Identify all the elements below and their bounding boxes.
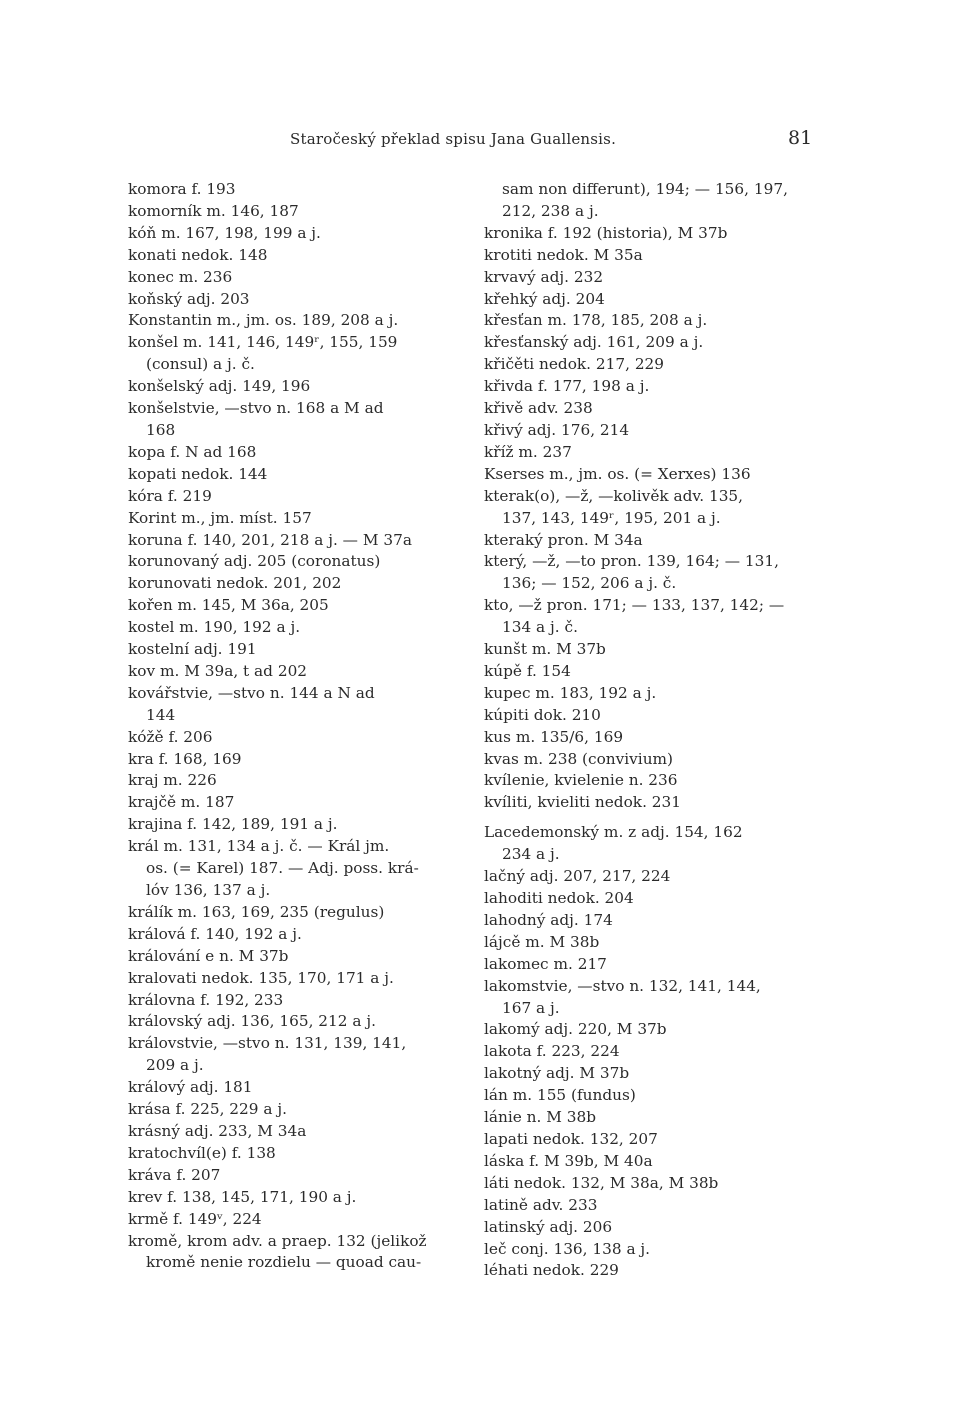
- index-entry: láska f. M 39b, M 40a: [484, 1151, 653, 1170]
- index-entry: kunšt m. M 37b: [484, 640, 606, 659]
- running-header-title: Staročeský překlad spisu Jana Guallensis.: [290, 130, 617, 148]
- index-entry: kromě, krom adv. a praep. 132 (jelikož: [128, 1231, 427, 1250]
- index-entry: králování e n. M 37b: [128, 946, 289, 965]
- index-entry: lóv 136, 137 a j.: [146, 881, 271, 899]
- index-entry: lánie n. M 38b: [484, 1108, 597, 1127]
- index-entry: králová f. 140, 192 a j.: [128, 924, 302, 943]
- index-entry: kostel m. 190, 192 a j.: [128, 618, 301, 637]
- index-entry: krev f. 138, 145, 171, 190 a j.: [128, 1187, 357, 1206]
- index-entry: konati nedok. 148: [128, 245, 268, 264]
- index-entry: lačný adj. 207, 217, 224: [484, 867, 671, 886]
- index-entry: konec m. 236: [128, 267, 233, 286]
- index-entry: lakomec m. 217: [484, 954, 607, 973]
- index-entry: Lacedemonský m. z adj. 154, 162: [484, 823, 743, 842]
- index-entry: kvas m. 238 (convivium): [484, 749, 674, 768]
- index-entry: křesťan m. 178, 185, 208 a j.: [484, 311, 708, 330]
- index-entry: kóň m. 167, 198, 199 a j.: [128, 223, 321, 242]
- index-entry: komorník m. 146, 187: [128, 201, 299, 220]
- index-entry: kopa f. N ad 168: [128, 442, 257, 461]
- index-entry: krotiti nedok. M 35a: [484, 245, 643, 264]
- index-entry: 234 a j.: [502, 845, 560, 864]
- index-entry: 144: [146, 705, 176, 724]
- index-entry: krvavý adj. 232: [484, 267, 604, 286]
- index-entry: kráva f. 207: [128, 1165, 221, 1184]
- index-entry: králík m. 163, 169, 235 (regulus): [128, 902, 385, 921]
- index-entry: lakotný adj. M 37b: [484, 1064, 630, 1083]
- index-entry: křivě adv. 238: [484, 399, 593, 418]
- index-entry: kvíliti, kvieliti nedok. 231: [484, 793, 681, 812]
- index-entry: latinský adj. 206: [484, 1217, 613, 1236]
- index-entry: Korint m., jm. míst. 157: [128, 508, 312, 527]
- index-entry: konšel m. 141, 146, 149ʳ, 155, 159: [128, 333, 398, 352]
- index-entry: kostelní adj. 191: [128, 640, 257, 659]
- index-entry: korunovaný adj. 205 (coronatus): [128, 552, 381, 571]
- index-entry: leč conj. 136, 138 a j.: [484, 1239, 651, 1258]
- index-entry: komora f. 193: [128, 180, 236, 198]
- index-entry: 209 a j.: [146, 1056, 204, 1075]
- index-entry: krmě f. 149ᵛ, 224: [128, 1209, 262, 1228]
- index-entry: křičěti nedok. 217, 229: [484, 355, 665, 374]
- index-entry: lájcě m. M 38b: [484, 932, 600, 951]
- index-entry: kóžě f. 206: [128, 727, 213, 746]
- index-entry: 137, 143, 149ʳ, 195, 201 a j.: [502, 508, 721, 527]
- index-entry: kříž m. 237: [484, 442, 572, 461]
- index-entry: kovářstvie, —stvo n. 144 a N ad: [128, 683, 375, 702]
- index-entry: láti nedok. 132, M 38a, M 38b: [484, 1173, 719, 1192]
- index-entry: kto, —ž pron. 171; — 133, 137, 142; —: [484, 596, 785, 615]
- index-entry: který, —ž, —to pron. 139, 164; — 131,: [484, 552, 779, 571]
- index-entry: kopati nedok. 144: [128, 464, 268, 483]
- index-entry: konšelstvie, —stvo n. 168 a M ad: [128, 399, 384, 418]
- index-entry: kterak(o), —ž, —kolivěk adv. 135,: [484, 486, 744, 505]
- index-entry: lakota f. 223, 224: [484, 1042, 620, 1061]
- page-number: 81: [788, 127, 813, 149]
- index-entry: latině adv. 233: [484, 1195, 598, 1214]
- index-entry: král m. 131, 134 a j. č. — Král jm.: [128, 837, 390, 856]
- index-entry: králový adj. 181: [128, 1078, 253, 1097]
- index-entry: kratochvíl(e) f. 138: [128, 1143, 276, 1162]
- index-entry: královský adj. 136, 165, 212 a j.: [128, 1012, 376, 1031]
- index-entry: lakomstvie, —stvo n. 132, 141, 144,: [484, 976, 761, 995]
- index-entry: křesťanský adj. 161, 209 a j.: [484, 333, 704, 352]
- index-entry: kus m. 135/6, 169: [484, 727, 624, 746]
- index-entry: lapati nedok. 132, 207: [484, 1129, 658, 1148]
- index-entry: sam non differunt), 194; — 156, 197,: [502, 180, 788, 198]
- index-entry: Konstantin m., jm. os. 189, 208 a j.: [128, 311, 399, 330]
- index-entry: lahodný adj. 174: [484, 910, 613, 929]
- index-entry: kraj m. 226: [128, 771, 217, 790]
- index-entry: kořen m. 145, M 36a, 205: [128, 596, 329, 615]
- index-entry: krásný adj. 233, M 34a: [128, 1121, 307, 1140]
- index-entry: kupec m. 183, 192 a j.: [484, 683, 657, 702]
- index-entry: krajina f. 142, 189, 191 a j.: [128, 815, 338, 834]
- index-entry: kvílenie, kvielenie n. 236: [484, 771, 678, 790]
- index-entry: kteraký pron. M 34a: [484, 530, 643, 549]
- index-entry: 212, 238 a j.: [502, 201, 599, 220]
- index-entry: Kserses m., jm. os. (= Xerxes) 136: [484, 464, 751, 483]
- index-entry: 134 a j. č.: [502, 618, 578, 637]
- index-entry: křivý adj. 176, 214: [484, 420, 630, 439]
- index-entry: krása f. 225, 229 a j.: [128, 1100, 287, 1119]
- index-entry: 136; — 152, 206 a j. č.: [502, 574, 677, 593]
- index-entry: koňský adj. 203: [128, 289, 250, 308]
- index-entry: léhati nedok. 229: [484, 1261, 619, 1280]
- index-entry: kralovati nedok. 135, 170, 171 a j.: [128, 968, 394, 987]
- index-entry: kromě nenie rozdielu — quoad cau-: [146, 1253, 422, 1272]
- index-entry: lakomý adj. 220, M 37b: [484, 1020, 667, 1039]
- index-entry: krajčě m. 187: [128, 793, 235, 812]
- index-entry: kóra f. 219: [128, 486, 212, 505]
- index-entry: lán m. 155 (fundus): [484, 1086, 636, 1105]
- index-entry: 167 a j.: [502, 998, 560, 1017]
- index-entry: královna f. 192, 233: [128, 990, 284, 1009]
- index-column-right: [484, 179, 820, 1282]
- index-entry: kov m. M 39a, t ad 202: [128, 661, 308, 680]
- index-entry: kúpě f. 154: [484, 661, 571, 680]
- index-column-left: [128, 179, 468, 1274]
- index-entry: kra f. 168, 169: [128, 749, 242, 768]
- index-entry: křivda f. 177, 198 a j.: [484, 377, 650, 396]
- index-entry: kronika f. 192 (historia), M 37b: [484, 223, 728, 242]
- index-entry: křehký adj. 204: [484, 289, 605, 308]
- index-entry: koruna f. 140, 201, 218 a j. — M 37a: [128, 530, 412, 549]
- index-entry: kúpiti dok. 210: [484, 705, 601, 724]
- index-entry: konšelský adj. 149, 196: [128, 377, 311, 396]
- index-entry: os. (= Karel) 187. — Adj. poss. krá-: [146, 859, 419, 878]
- index-entry: lahoditi nedok. 204: [484, 889, 634, 907]
- index-entry: 168: [146, 420, 176, 439]
- index-entry: korunovati nedok. 201, 202: [128, 574, 342, 593]
- index-entry: (consul) a j. č.: [146, 355, 255, 374]
- index-entry: královstvie, —stvo n. 131, 139, 141,: [128, 1034, 407, 1053]
